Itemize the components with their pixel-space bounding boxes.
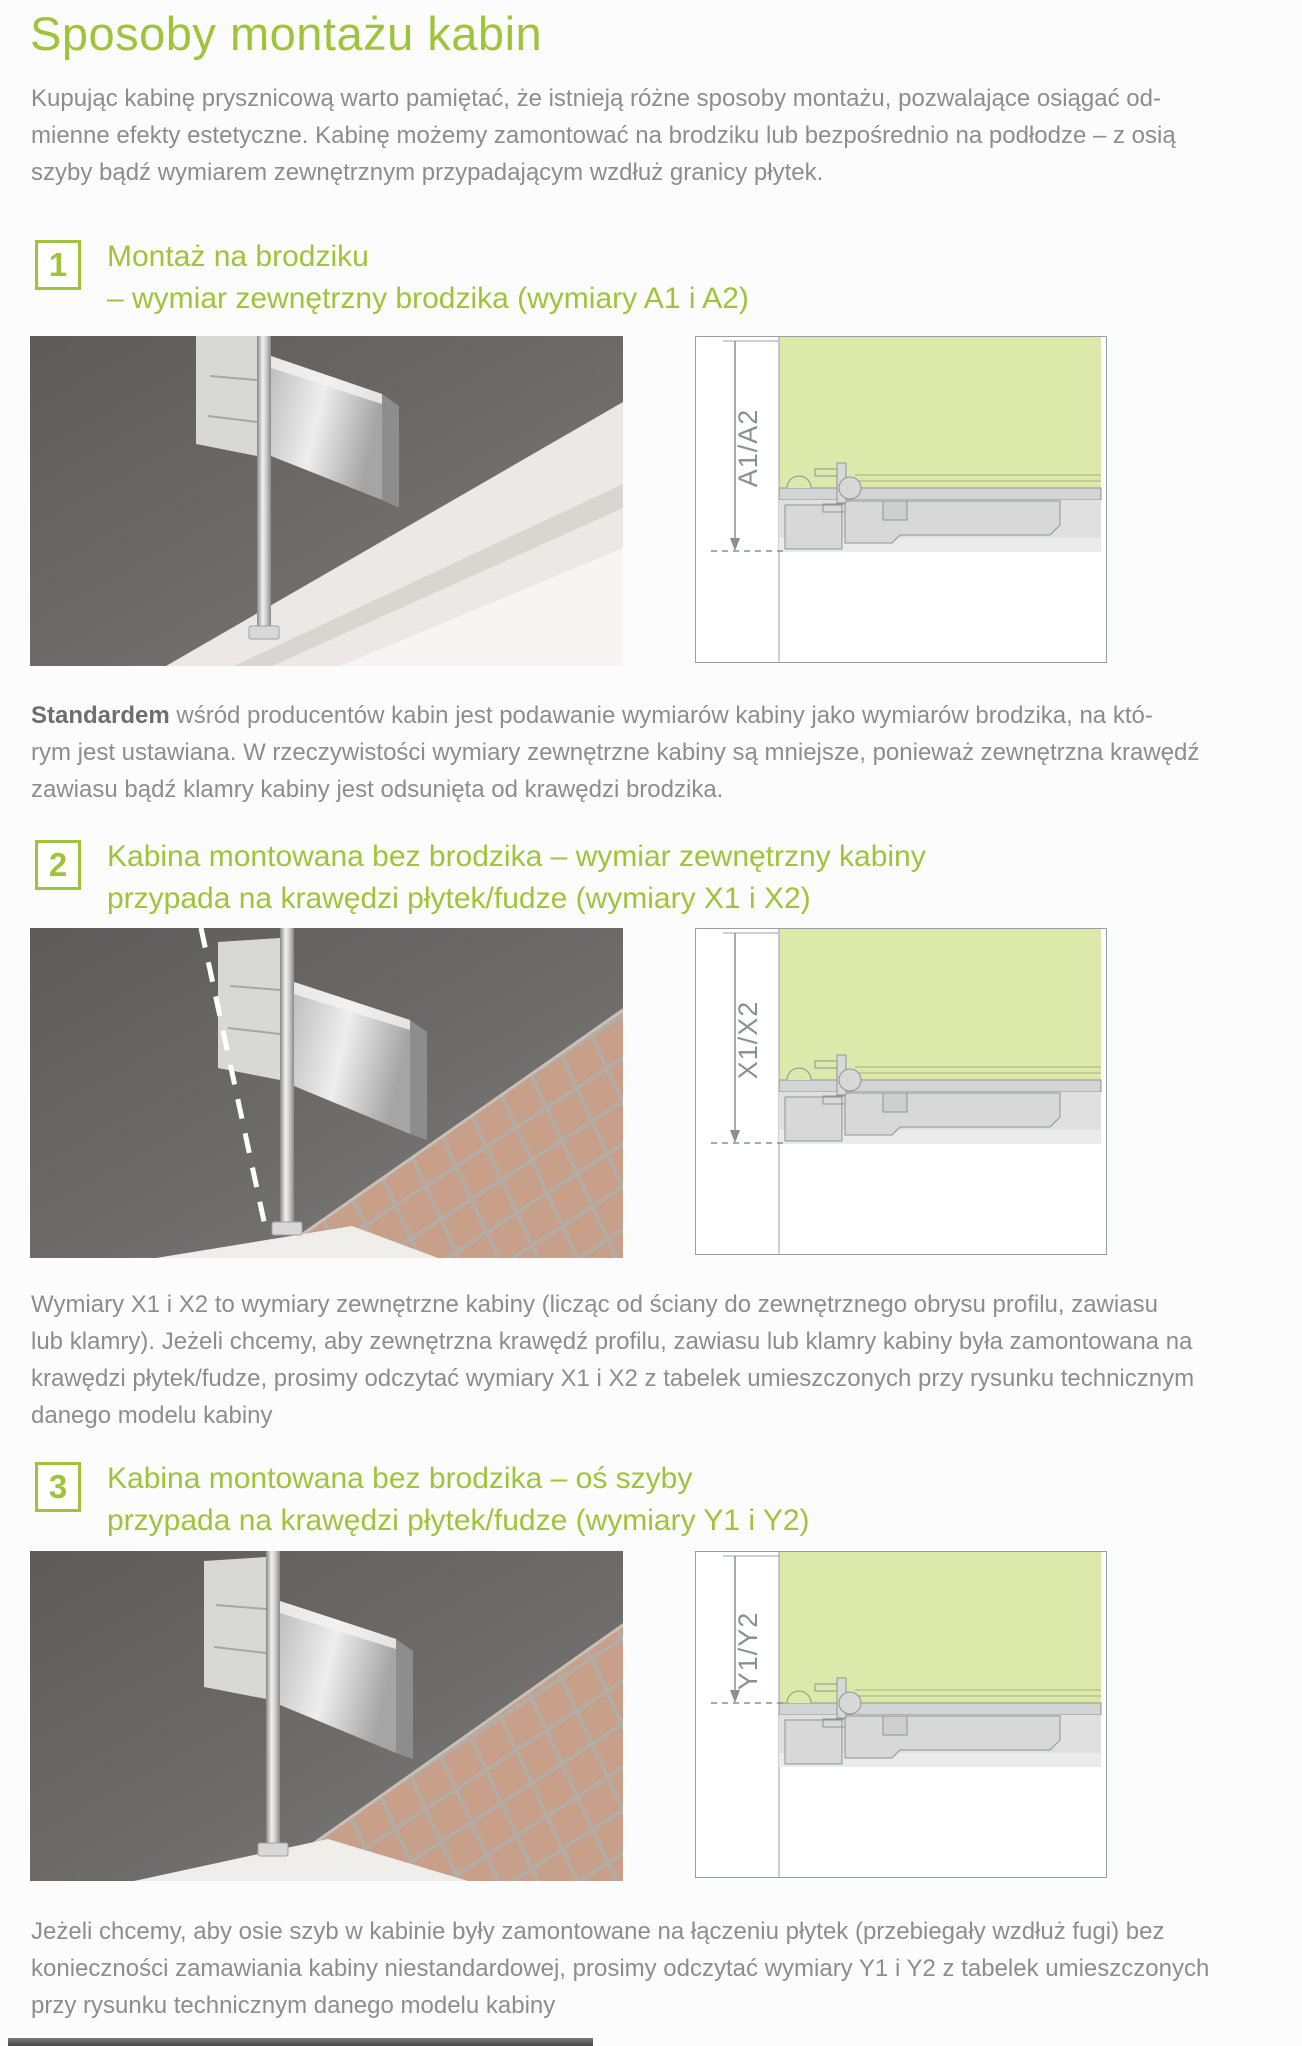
paragraph-line: lub klamry). Jeżeli chcemy, aby zewnętrzna krawędź profilu, zawiasu lub klamry kabiny była zamontowana na [31,1328,1193,1355]
cross-section-diagram [695,336,1107,663]
page-title: Sposoby montażu kabin [30,7,543,60]
diagram-dimension-label: Y1/Y2 [733,1611,763,1691]
paragraph-line: Jeżeli chcemy, aby osie szyb w kabinie były zamontowane na łączeniu płytek (przebiegały wzdłuż fugi) bez [31,1918,1165,1945]
intro-line: Kupując kabinę prysznicową warto pamiętać, że istnieją różne sposoby montażu, pozwalające osiągać od- [31,85,1161,112]
paragraph-line: danego modelu kabiny [31,1402,273,1429]
paragraph-line: rym jest ustawiana. W rzeczywistości wymiary zewnętrzne kabiny są mniejsze, ponieważ zewnętrzna krawędź [31,739,1200,766]
paragraph-line: Wymiary X1 i X2 to wymiary zewnętrzne kabiny (licząc od ściany do zewnętrznego obrysu profilu, zawiasu [31,1291,1158,1318]
diagram-dimension-label: A1/A2 [733,408,763,488]
shower-tray-photo-rendering [30,336,623,666]
cross-section-diagram [695,928,1107,1255]
heading-line: Montaż na brodziku [107,240,369,273]
section-1-number-box [35,240,81,290]
section-3-heading [107,1458,810,1542]
section-1-heading [107,236,749,320]
section-number: 2 [48,846,68,883]
section-3-number-box [35,1462,81,1512]
heading-line: przypada na krawędzi płytek/fudze (wymiary Y1 i Y2) [107,1504,810,1537]
section-3-header [35,1458,1275,1558]
section-number: 3 [48,1468,68,1505]
diagram-y1y2 [695,1551,1107,1878]
tiled-floor-photo-rendering [30,928,623,1258]
paragraph-line: Standardem wśród producentów kabin jest podawanie wymiarów kabiny jako wymiarów brodzika, na któ- [31,702,1153,729]
section-number: 1 [48,246,68,283]
section-2-number-box [35,840,81,890]
paragraph-x1x2 [31,1286,1291,1434]
photo-hinge-on-shower-tray [30,336,623,666]
paragraph-line: zawiasu bądź klamry kabiny jest odsunięta od krawędzi brodzika. [31,776,724,803]
heading-line: – wymiar zewnętrzny brodzika (wymiary A1 i A2) [107,282,749,315]
section-2-heading [107,836,926,920]
diagram-dimension-label: X1/X2 [733,1000,763,1080]
diagram-x1x2 [695,928,1107,1255]
cross-section-diagram [695,1551,1107,1878]
next-image-edge-artifact [8,2038,593,2046]
intro-line: mienne efekty estetyczne. Kabinę możemy zamontować na brodziku lub bezpośrednio na podłodze – z osią [31,122,1176,149]
tiled-floor-photo-rendering [30,1551,623,1881]
intro-line: szyby bądź wymiarem zewnętrznym przypadającym wzdłuż granicy płytek. [31,159,824,186]
heading-line: Kabina montowana bez brodzika – wymiar zewnętrzny kabiny [107,840,926,873]
paragraph-line: krawędzi płytek/fudze, prosimy odczytać wymiary X1 i X2 z tabelek umieszczonych przy rysunku technicznym [31,1365,1195,1392]
paragraph-standardem [31,697,1291,808]
paragraph-y1y2 [31,1913,1291,2024]
photo-hinge-on-tiles [30,1551,623,1881]
photo-hinge-on-tiles-dashed-line [30,928,623,1258]
section-1-header [35,236,1275,336]
heading-line: Kabina montowana bez brodzika – oś szyby [107,1462,693,1495]
section-2-header [35,836,1275,936]
paragraph-lead-word: Standardem [31,702,170,729]
heading-line: przypada na krawędzi płytek/fudze (wymiary X1 i X2) [107,882,811,915]
paragraph-line: konieczności zamawiania kabiny niestandardowej, prosimy odczytać wymiary Y1 i Y2 z tabelek umieszczonych [31,1955,1210,1982]
paragraph-line: przy rysunku technicznym danego modelu kabiny [31,1992,556,2019]
intro-paragraph [31,80,1281,191]
diagram-a1a2 [695,336,1107,663]
